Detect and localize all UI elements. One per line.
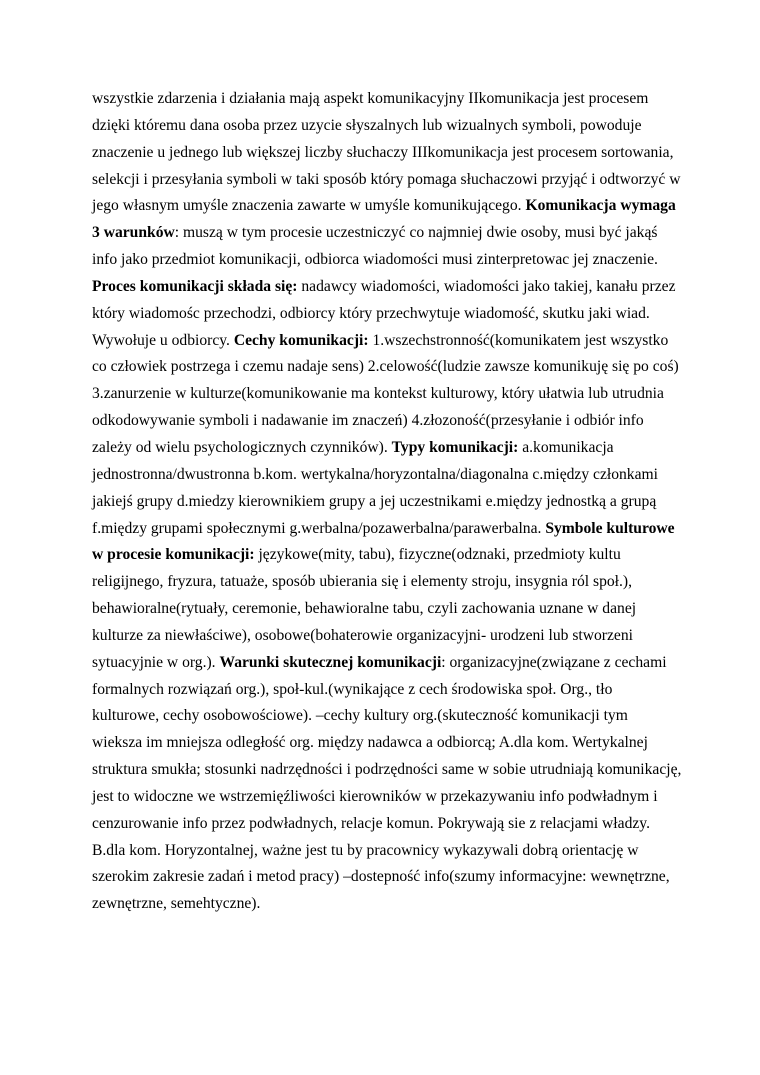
- text-line: [92, 381, 682, 408]
- text-line: [92, 891, 682, 918]
- text-line: [92, 489, 682, 516]
- text-run: odkodowywanie symboli i nadawanie im znaczeń) 4.złozoność(przesyłanie i odbiór info: [92, 412, 644, 430]
- text-run: f.między grupami społecznymi g.werbalna/pozawerbalna/parawerbalna.: [92, 519, 546, 537]
- text-run: jednostronna/dwustronna b.kom. wertykalna/horyzontalna/diagonalna c.między członkami: [92, 465, 658, 483]
- text-run: a.komunikacja: [518, 438, 614, 456]
- text-line: [92, 301, 682, 328]
- text-line: [92, 703, 682, 730]
- text-line: [92, 757, 682, 784]
- text-run: religijnego, fryzura, tatuaże, sposób ubierania się i elementy stroju, insygnia ról społ.),: [92, 573, 633, 591]
- text-line: [92, 408, 682, 435]
- text-line: [92, 596, 682, 623]
- text-line: [92, 730, 682, 757]
- text-run: Wywołuje u odbiorcy.: [92, 331, 234, 349]
- text-run: cenzurowanie info przez podwładnych, relacje komun. Pokrywają sie z relacjami władzy.: [92, 814, 650, 832]
- bold-term: Warunki skutecznej komunikacji: [219, 653, 442, 671]
- text-run: jest to widoczne we wstrzemięźliwości kierowników w przekazywaniu info podwładnym i: [92, 787, 658, 805]
- text-line: [92, 247, 682, 274]
- text-line: [92, 838, 682, 865]
- bold-term: Cechy komunikacji:: [233, 331, 369, 349]
- text-line: [92, 328, 682, 355]
- body-text: [92, 86, 682, 918]
- text-line: [92, 462, 682, 489]
- text-line: [92, 354, 682, 381]
- text-run: jakiejś grupy d.miedzy kierownikiem grupy a jej uczestnikami e.między jednostką a grupą: [92, 492, 657, 510]
- text-line: [92, 569, 682, 596]
- text-run: wieksza im mniejsza odległość org. między nadawca a odbiorcą; A.dla kom. Wertykalnej: [92, 734, 648, 752]
- text-line: [92, 864, 682, 891]
- text-line: [92, 193, 682, 220]
- bold-term: Typy komunikacji:: [391, 438, 519, 456]
- text-run: struktura smukła; stosunki nadrzędności i podrzędności same w sobie utrudniają komunikację,: [92, 761, 682, 779]
- text-line: [92, 220, 682, 247]
- text-run: znaczenie u jednego lub większej liczby słuchaczy IIIkomunikacja jest procesem sortowania,: [92, 143, 674, 161]
- text-run: zewnętrzne, semehtyczne).: [92, 895, 261, 913]
- text-run: nadawcy wiadomości, wiadomości jako takiej, kanału przez: [297, 277, 676, 295]
- text-run: sytuacyjnie w org.).: [92, 653, 220, 671]
- text-run: co człowiek postrzega i czemu nadaje sens) 2.celowość(ludzie zawsze komunikuję się po coś): [92, 358, 679, 376]
- text-run: : muszą w tym procesie uczestniczyć co najmniej dwie osoby, musi być jakąś: [174, 224, 658, 242]
- text-line: [92, 623, 682, 650]
- text-line: [92, 677, 682, 704]
- text-line: [92, 435, 682, 462]
- text-run: behawioralne(rytuały, ceremonie, behawioralne tabu, czyli zachowania uznane w danej: [92, 600, 637, 618]
- bold-term: w procesie komunikacji:: [92, 546, 255, 564]
- text-run: który wiadomośc przechodzi, odbiorcy który przechwytuje wiadomość, skutku jaki wiad.: [92, 304, 650, 322]
- text-line: [92, 113, 682, 140]
- text-line: [92, 140, 682, 167]
- text-run: jego własnym umyśle znaczenia zawarte w umyśle komunikującego.: [92, 197, 526, 215]
- text-line: [92, 167, 682, 194]
- text-line: [92, 86, 682, 113]
- bold-term: Komunikacja wymaga: [525, 197, 676, 215]
- bold-term: Symbole kulturowe: [545, 519, 675, 537]
- text-run: formalnych rozwiązań org.), społ-kul.(wynikające z cech środowiska społ. Org., tło: [92, 680, 613, 698]
- text-run: zależy od wielu psychologicznych czynników).: [92, 438, 392, 456]
- text-run: dzięki któremu dana osoba przez uzycie słyszalnych lub wizualnych symboli, powoduje: [92, 116, 642, 134]
- text-run: selekcji i przesyłania symboli w taki sposób który pomaga słuchaczowi przyjąć i odtworzyć w: [92, 170, 681, 188]
- bold-term: Proces komunikacji składa się:: [92, 277, 298, 295]
- text-line: [92, 811, 682, 838]
- text-run: info jako przedmiot komunikacji, odbiorca wiadomości musi zinterpretowac jej znaczenie.: [92, 251, 658, 269]
- text-run: wszystkie zdarzenia i działania mają aspekt komunikacyjny IIkomunikacja jest procesem: [92, 90, 649, 107]
- text-run: kulturowe, cechy osobowościowe). –cechy kultury org.(skuteczność komunikacji tym: [92, 707, 628, 725]
- text-line: [92, 650, 682, 677]
- text-line: [92, 542, 682, 569]
- bold-term: 3 warunków: [92, 224, 175, 242]
- text-run: : organizacyjne(związane z cechami: [441, 653, 667, 671]
- text-run: szerokim zakresie zadań i metod pracy) –dostepność info(szumy informacyjne: wewnętrzne,: [92, 868, 670, 886]
- text-run: 3.zanurzenie w kulturze(komunikowanie ma kontekst kulturowy, który ułatwia lub utrudnia: [92, 385, 664, 403]
- text-run: B.dla kom. Horyzontalnej, ważne jest tu by pracownicy wykazywali dobrą orientację w: [92, 841, 639, 859]
- text-run: 1.wszechstronność(komunikatem jest wszystko: [368, 331, 669, 349]
- text-line: [92, 516, 682, 543]
- text-run: językowe(mity, tabu), fizyczne(odznaki, przedmioty kultu: [254, 546, 621, 564]
- text-run: kulturze za niewłaściwe), osobowe(bohaterowie organizacyjni- urodzeni lub stworzeni: [92, 626, 633, 644]
- text-line: [92, 784, 682, 811]
- text-line: [92, 274, 682, 301]
